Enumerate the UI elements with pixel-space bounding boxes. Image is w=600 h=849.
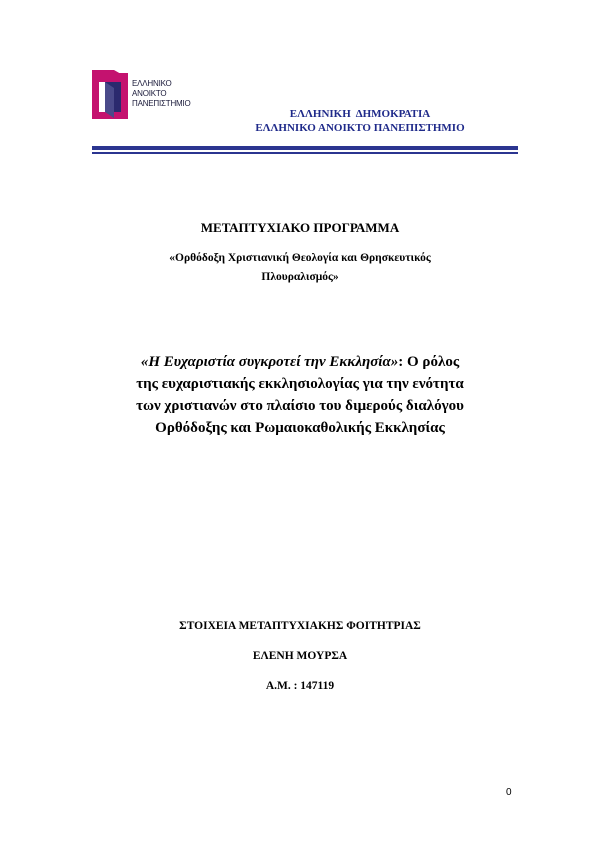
header-rule-thick [92, 146, 518, 150]
thesis-title-line-4: Ορθόδοξης και Ρωμαιοκαθολικής Εκκλησίας [155, 420, 445, 436]
header-rule-thin [92, 152, 518, 154]
student-registration-number: Α.Μ. : 147119 [265, 680, 335, 692]
program-subtitle-line-1: «Ορθόδοξη Χριστιανική Θεολογία και Θρησκευτικός [169, 252, 431, 264]
university-logo [92, 70, 202, 122]
header-university: ΕΛΛΗΝΙΚΟ ΑΝΟΙΚΤΟ ΠΑΝΕΠΙΣΤΗΜΙΟ [255, 122, 465, 134]
thesis-title-line-1 [0, 351, 600, 373]
student-info-heading: ΣΤΟΙΧΕΙΑ ΜΕΤΑΠΤΥΧΙΑΚΗΣ ΦΟΙΤΗΤΡΙΑΣ [179, 620, 421, 632]
thesis-title-line-2: της ευχαριστιακής εκκλησιολογίας για την ενότητα [136, 376, 464, 392]
institution-header [230, 107, 490, 135]
program-title: ΜΕΤΑΠΤΥΧΙΑΚΟ ΠΡΟΓΡΑΜΜΑ [200, 220, 400, 235]
program-subtitle [0, 249, 600, 287]
logo-wordmark [132, 79, 191, 109]
logo-line-3: ΠΑΝΕΠΙΣΤΗΜΙΟ [132, 99, 191, 108]
student-name: ΕΛΕΝΗ ΜΟΥΡΣΑ [252, 650, 348, 662]
thesis-title-line-3: των χριστιανών στο πλαίσιο του διμερούς διαλόγου [136, 398, 464, 414]
logo-line-2: ΑΝΟΙΚΤΟ [132, 89, 167, 98]
page-number: 0 [506, 787, 512, 798]
thesis-title-line-1-rest: : Ο ρόλος [398, 354, 460, 370]
thesis-title [0, 351, 600, 439]
header-republic: ΕΛΛΗΝΙΚΗ ΔΗΜΟΚΡΑΤΙΑ [289, 108, 431, 120]
program-subtitle-line-2: Πλουραλισμός» [261, 271, 339, 283]
logo-line-1: ΕΛΛΗΝΙΚΟ [132, 79, 172, 88]
thesis-title-quote: «Η Ευχαριστία συγκροτεί την Εκκλησία» [140, 354, 399, 370]
logo-emblem-icon [92, 70, 132, 122]
